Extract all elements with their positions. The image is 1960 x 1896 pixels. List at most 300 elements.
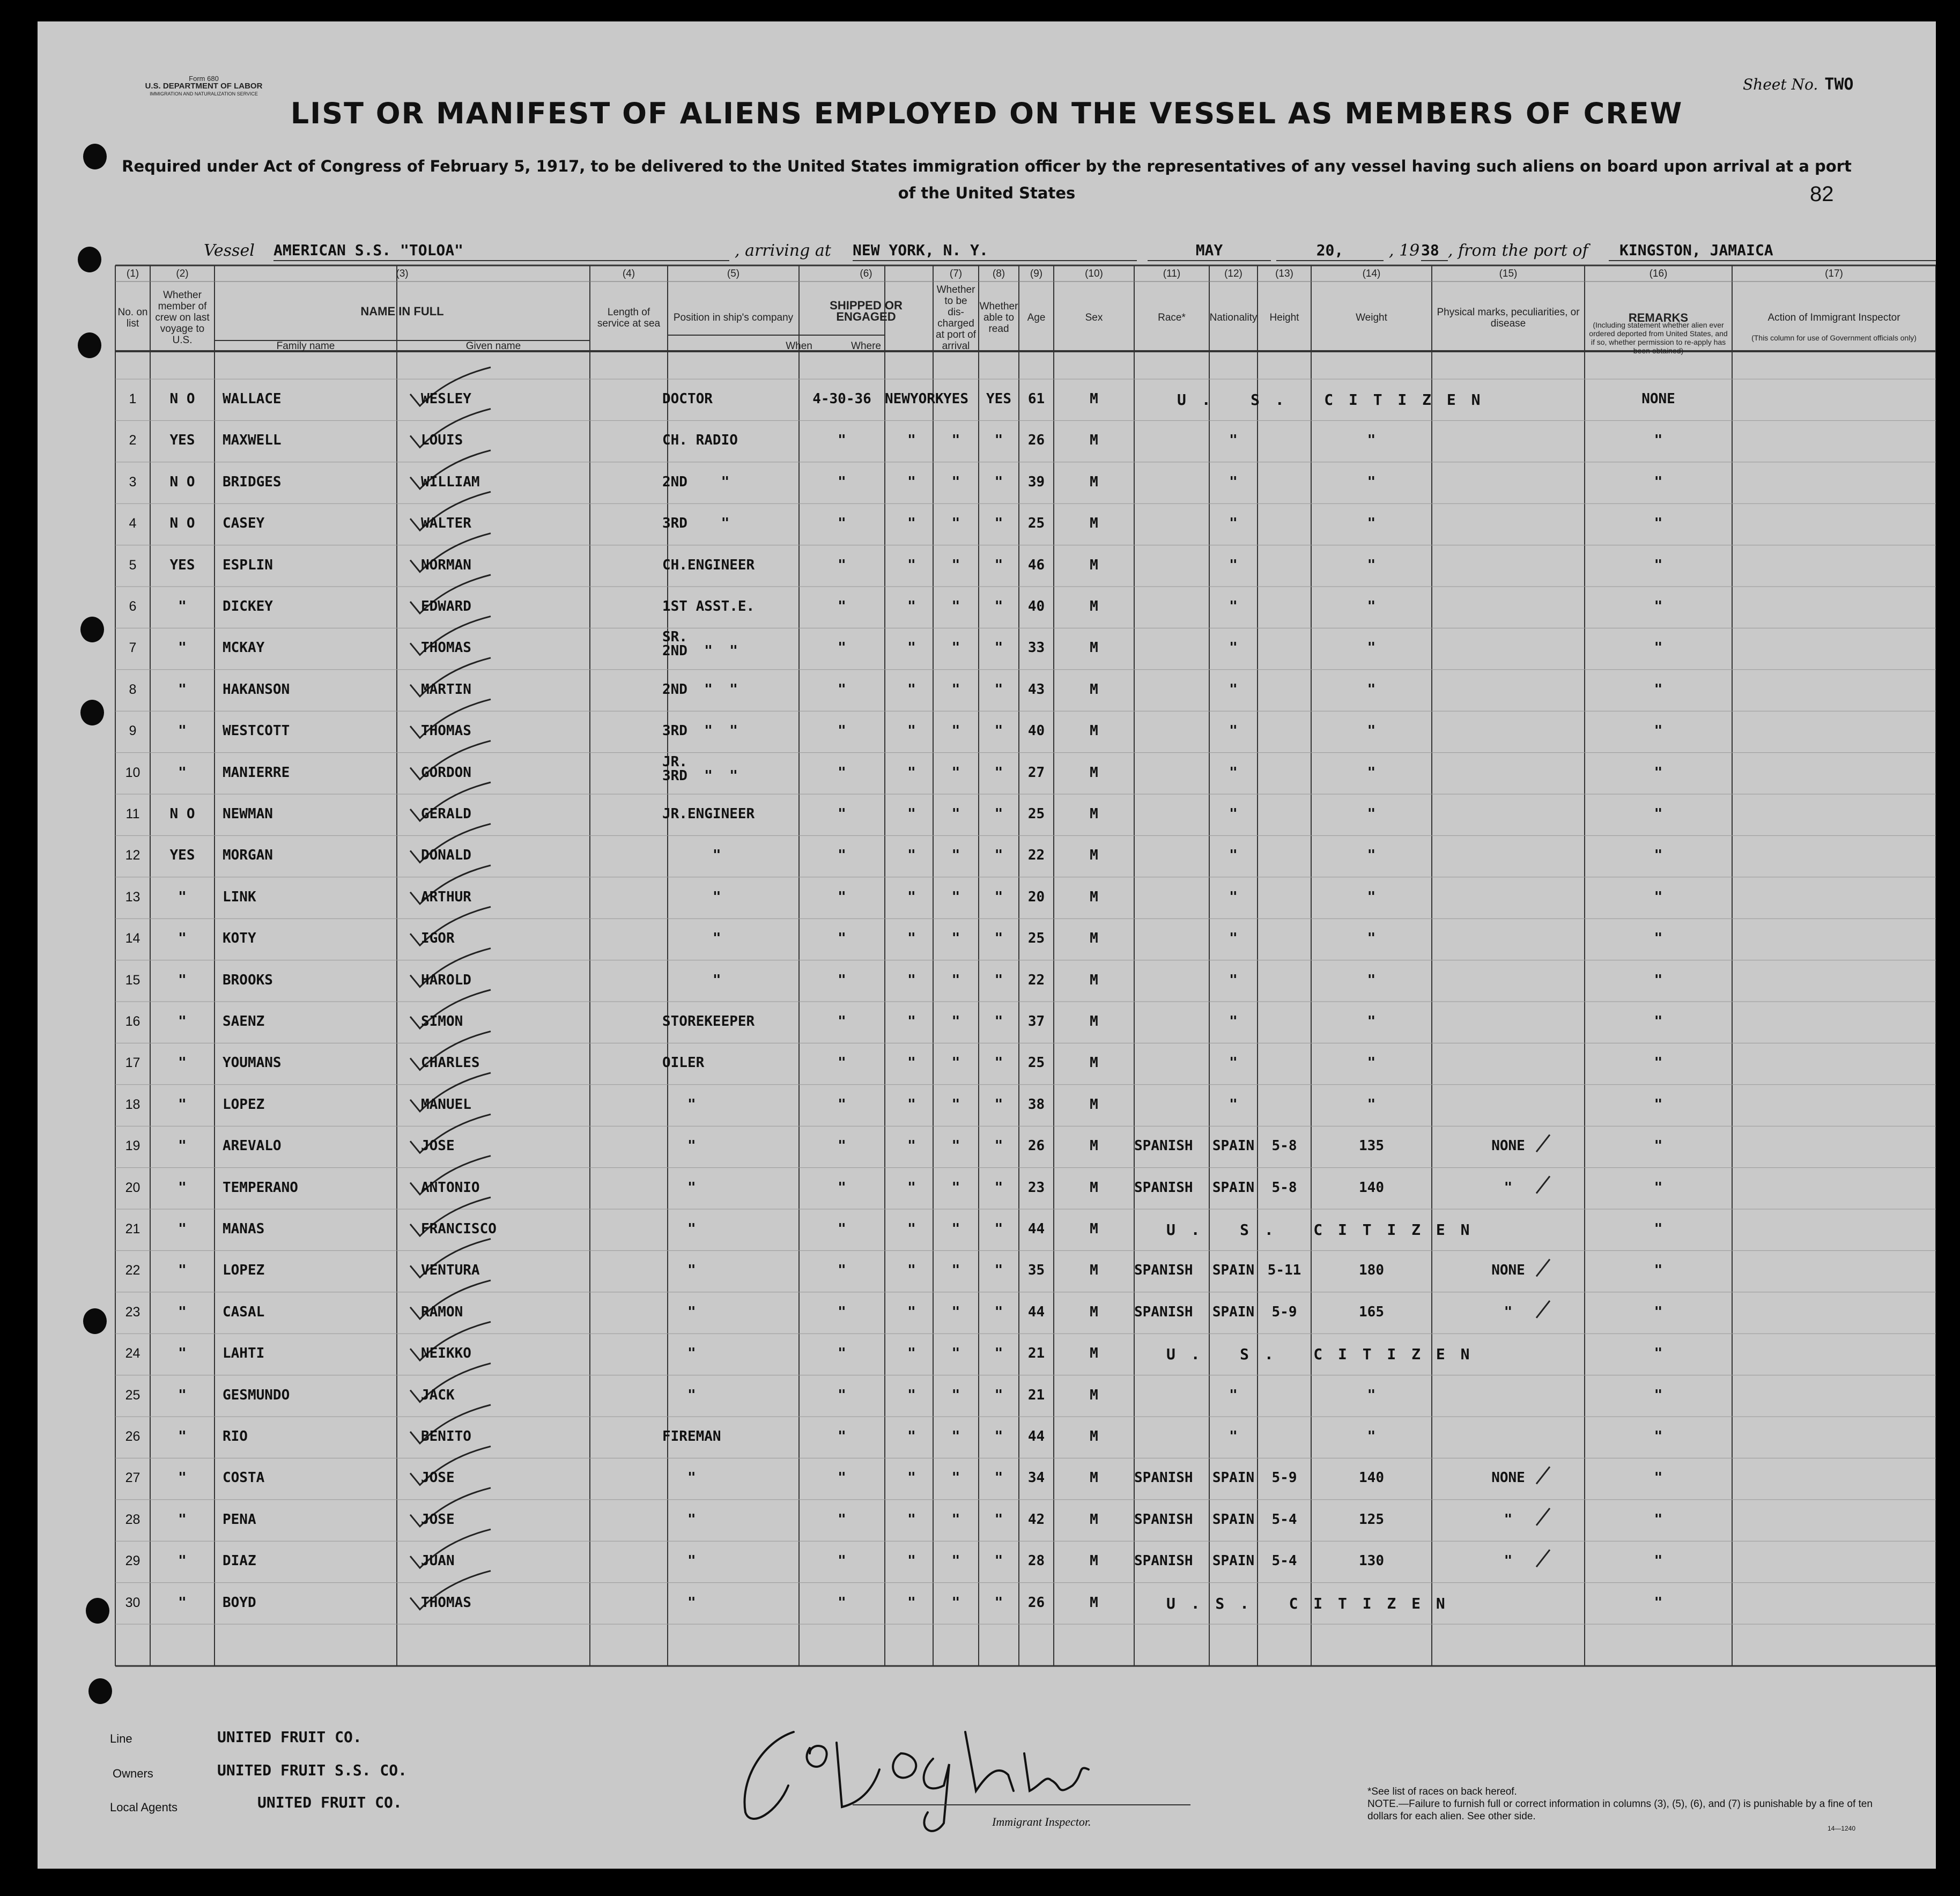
shipped-where-cell: "	[907, 972, 916, 988]
sex-cell: M	[1090, 1138, 1098, 1154]
shipped-where-cell: "	[907, 640, 916, 656]
row-number: 22	[125, 1263, 140, 1278]
discharged-cell: "	[951, 1138, 960, 1154]
position-cell: 1ST ASST.E.	[662, 598, 755, 614]
weight-cell: 140	[1359, 1179, 1384, 1196]
column-header: REMARKS	[1628, 311, 1689, 324]
able-to-read-cell: "	[994, 1304, 1003, 1320]
last-voyage-cell: "	[178, 888, 187, 905]
sex-cell: M	[1090, 681, 1098, 698]
last-voyage-cell: "	[178, 1470, 187, 1486]
remarks-cell: "	[1654, 1387, 1663, 1403]
last-voyage-cell: "	[178, 1345, 187, 1362]
given-name-cell: WESLEY	[421, 391, 471, 407]
shipped-when-cell: "	[838, 473, 846, 490]
given-name-cell: BENITO	[421, 1428, 471, 1445]
shipped-when-cell: "	[838, 557, 846, 573]
given-name-cell: MARTIN	[421, 681, 471, 698]
sex-cell: M	[1090, 557, 1098, 573]
shipped-when-cell: "	[838, 1428, 846, 1445]
column-number: (7)	[949, 268, 963, 279]
shipped-where-cell: NEWYORK	[885, 391, 944, 407]
family-name-cell: BOYD	[223, 1594, 256, 1611]
discharged-cell: "	[951, 930, 960, 947]
remarks-cell: "	[1654, 1055, 1663, 1071]
form-code: 14—1240	[1827, 1825, 1855, 1832]
able-to-read-cell: "	[994, 1055, 1003, 1071]
sex-cell: M	[1090, 598, 1098, 614]
shipped-when-cell: "	[838, 723, 846, 739]
row-number: 11	[125, 806, 140, 821]
family-name-cell: MCKAY	[223, 640, 265, 656]
discharged-cell: "	[951, 806, 960, 822]
physical-marks-cell: "	[1504, 1553, 1513, 1569]
shipped-where-cell: "	[907, 1096, 916, 1113]
last-voyage-cell: "	[178, 1179, 187, 1196]
remarks-cell: "	[1654, 1262, 1663, 1279]
family-name-cell: CASAL	[223, 1304, 265, 1320]
last-voyage-cell: YES	[169, 432, 195, 449]
position-cell: "	[662, 1096, 696, 1113]
position-cell: "	[662, 1594, 696, 1611]
manifest-sheet: Form 680 U.S. DEPARTMENT OF LABOR IMMIGRATION AND NATURALIZATION SERVICE Sheet No. TWO LIST OR MANIFEST OF ALIENS EMPLOYED ON THE VESSEL AS MEMBERS OF CREW Required under Act of Congress of February 5, 1917, to be delivered to the United States immigration officer by the representatives of any vessel having such aliens on board upon arrival at a port of the United States 82 Vessel AMERICAN S.S. "TOLOA" , arriving at NEW YORK, N. Y. MAY 20, , 19 38 , from the port of KINGSTON, JAMAICA (1) No. on list (2) Whether member of crew on last voyage to U.S. (3) NAME IN FULL Family name Given name (4) Length of service at sea (5) Position in ship's company (6) SHIPPED OR ENGAGED When Where (7) Whether to be dis-charged at port of arrival (8) Whether able to read (9) Age (10) Sex (11) Race* (12) Nationality (13) Height (14) Weight (15) Physical marks, peculiarities, or disease (16) REMARKS (Including statement whether alien ever ordered deported from United States, and if so, whether permission to re-apply has been obtained) (17) Action of Immigrant Inspector (This column for use of Government officials only) 1 N O WALLACE WESLEY DOCTOR 4-30-36 NEWYORK YES YES 61 M NONE U . S . C I T I Z E N 2 YES MAXWELL LOUIS CH. RADIO " " " " 26 M " " " 3 N O BRIDGES WILLIAM 2ND " " " " " 39 M " " " 4 N O CASEY WALTER 3RD " " " " " 25 M " " " 5 YES ESPLIN NORMAN CH.ENGINEER " " " " 46 M " " " 6 " DICKEY EDWARD 1ST ASST.E. " " " " 40 M " " " 7 " MCKAY THOMAS SR. 2ND " " " " " " 33 M " " " 8 " HAKANSON MARTIN 2ND " " " " " " 43 M " " " 9 " WESTCOTT THOMAS 3RD " " " " " " 40 M " " " 10 " MANIERRE GORDON JR. 3RD " " " " " " 27 M " " " 11 N O NEWMAN GERALD JR.ENGINEER " " " " 25 M " " " 12 YES MORGAN DONALD " " " " " 22 M " " " 13 " LINK ARTHUR " " " " " 20 M " " " 14 " KOTY IGOR " " " " " 25 M " " " 15 " BROOKS HAROLD " " " " " 22 M " " " 16 " SAENZ SIMON STOREKEEPER " " " " 37 M " " " 17 " YOUMANS CHARLES OILER " " " " 25 M " " " 18 " LOPEZ MANUEL " " " " " 38 M " " " 19 " AREVALO JOSE " " " " " 26 M SPANISH SPAIN 5-8 135 NONE " 20 " TEMPERANO ANTONIO " " " " " 23 M SPANISH SPAIN 5-8 140 " " 21 " MANAS FRANCISCO " " " " " 44 M " U . S . C I T I Z E N 22 " LOPEZ VENTURA " " " " " 35 M SPANISH SPAIN 5-11 180 NONE " 23 " CASAL RAMON " " " " " 44 M SPANISH SPAIN 5-9 165 " " 24 " LAHTI NEIKKO " " " " " 21 M " U . S . C I T I Z E N 25 " GESMUNDO JACK " " " " " 21 M " " " 26 " RIO BENITO FIREMAN " " " " 44 M " " " 27 " COSTA JOSE " " " " " 34 M SPANISH SPAIN 5-9 140 NONE " 28 " PENA JOSE " " " " " 42 M SPANISH SPAIN 5-4 125 " " 29 " DIAZ JUAN " " " " " 28 M SPANISH SPAIN 5-4 130 " " 30 " BOYD THOMAS " " " " " 26 M " U . S . C I T I Z E N Line UNITED FRUIT CO. Owners UNITED FRUIT S.S. CO. Local Agents UNITED FRUIT CO. Immigrant Inspector. *See list of races on back hereof. NOTE.—Failure to furnish full or correct information in columns (3), (5), (6), and (7) is punishable by a fine of ten dollars for each alien. See other side. 14—1240	[38, 21, 1936, 1869]
discharged-cell: "	[951, 972, 960, 988]
nationality-cell: SPAIN	[1212, 1262, 1255, 1279]
row-number: 18	[125, 1097, 140, 1112]
remarks-cell: "	[1654, 640, 1663, 656]
shipped-when-cell: "	[838, 598, 846, 614]
family-name-cell: LAHTI	[223, 1345, 265, 1362]
age-cell: 21	[1027, 1345, 1045, 1362]
shipped-where-cell: "	[907, 473, 916, 490]
family-name-cell: MAXWELL	[223, 432, 282, 449]
shipped-when-cell: "	[838, 1262, 846, 1279]
given-name-cell: RAMON	[421, 1304, 463, 1320]
shipped-when-cell: "	[838, 764, 846, 781]
nationality-cell: SPAIN	[1212, 1138, 1255, 1154]
column-header-note: (Including statement whether alien ever ordered deported from United States, and if so, whether permission to re-apply has been obtained)	[1589, 321, 1728, 355]
sex-cell: M	[1090, 1055, 1098, 1071]
shipped-where-cell: "	[907, 1428, 916, 1445]
position-cell: 2ND "	[662, 473, 730, 490]
family-name-cell: TEMPERANO	[223, 1179, 298, 1196]
column-header: Length of service at sea	[597, 306, 661, 329]
weight-cell: "	[1367, 598, 1376, 614]
weight-cell: "	[1367, 1096, 1376, 1113]
nationality-cell: "	[1229, 473, 1238, 490]
given-name-cell: GERALD	[421, 806, 471, 822]
sex-cell: M	[1090, 432, 1098, 449]
last-voyage-cell: "	[178, 1262, 187, 1279]
position-cell: "	[662, 972, 721, 988]
citizen-span-cell: U . S . C I T I Z E N	[1166, 1221, 1473, 1239]
shipped-when-cell: "	[838, 888, 846, 905]
column-number: (6)	[860, 268, 872, 279]
position-cell: 3RD " "	[662, 723, 738, 739]
column-subheader: Family name	[276, 340, 335, 352]
weight-cell: "	[1367, 681, 1376, 698]
remarks-cell: "	[1654, 930, 1663, 947]
row-number: 14	[125, 931, 140, 946]
shipped-when-cell: "	[838, 1387, 846, 1403]
age-cell: 22	[1027, 847, 1045, 864]
nationality-cell: "	[1229, 1387, 1238, 1403]
able-to-read-cell: "	[994, 598, 1003, 614]
able-to-read-cell: "	[994, 1511, 1003, 1528]
shipped-where-cell: "	[907, 1304, 916, 1320]
discharged-cell: "	[951, 764, 960, 781]
discharged-cell: "	[951, 432, 960, 449]
last-voyage-cell: "	[178, 1096, 187, 1113]
shipped-where-cell: "	[907, 1511, 916, 1528]
shipped-where-cell: "	[907, 1553, 916, 1569]
family-name-cell: DICKEY	[223, 598, 273, 614]
age-cell: 26	[1027, 1138, 1045, 1154]
sex-cell: M	[1090, 1345, 1098, 1362]
shipped-when-cell: "	[838, 930, 846, 947]
sex-cell: M	[1090, 1387, 1098, 1403]
remarks-cell: "	[1654, 847, 1663, 864]
sex-cell: M	[1090, 930, 1098, 947]
position-cell: 2ND " "	[662, 681, 738, 698]
column-number: (3)	[396, 268, 409, 279]
weight-cell: "	[1367, 432, 1376, 449]
last-voyage-cell: "	[178, 972, 187, 988]
weight-cell: "	[1367, 557, 1376, 573]
position-cell: JR. 3RD " "	[662, 753, 738, 784]
age-cell: 21	[1027, 1387, 1045, 1403]
family-name-cell: GESMUNDO	[223, 1387, 290, 1403]
position-cell: "	[662, 1553, 696, 1569]
shipped-when-cell: "	[838, 806, 846, 822]
able-to-read-cell: "	[994, 847, 1003, 864]
weight-cell: "	[1367, 473, 1376, 490]
column-number: (2)	[176, 268, 189, 279]
given-name-cell: GORDON	[421, 764, 471, 781]
last-voyage-cell: "	[178, 1387, 187, 1403]
sex-cell: M	[1090, 1304, 1098, 1320]
discharged-cell: "	[951, 1221, 960, 1237]
footnote-races: *See list of races on back hereof.	[1367, 1786, 1517, 1797]
height-cell: 5-9	[1271, 1304, 1297, 1320]
weight-cell: 165	[1359, 1304, 1384, 1320]
position-cell: JR.ENGINEER	[662, 806, 755, 822]
family-name-cell: BRIDGES	[223, 473, 282, 490]
shipped-when-cell: "	[838, 1096, 846, 1113]
family-name-cell: COSTA	[223, 1470, 265, 1486]
shipped-where-cell: "	[907, 888, 916, 905]
last-voyage-cell: N O	[169, 515, 195, 532]
shipped-where-cell: "	[907, 681, 916, 698]
family-name-cell: BROOKS	[223, 972, 273, 988]
age-cell: 33	[1027, 640, 1045, 656]
discharged-cell: "	[951, 1511, 960, 1528]
sex-cell: M	[1090, 1594, 1098, 1611]
weight-cell: "	[1367, 640, 1376, 656]
shipped-when-cell: "	[838, 432, 846, 449]
shipped-when-cell: "	[838, 1345, 846, 1362]
shipped-when-cell: "	[838, 640, 846, 656]
remarks-cell: "	[1654, 1221, 1663, 1237]
column-number: (12)	[1224, 268, 1242, 279]
last-voyage-cell: "	[178, 640, 187, 656]
given-name-cell: NORMAN	[421, 557, 471, 573]
nationality-cell: "	[1229, 972, 1238, 988]
given-name-cell: THOMAS	[421, 640, 471, 656]
height-cell: 5-8	[1271, 1138, 1297, 1154]
given-name-cell: JOSE	[421, 1138, 455, 1154]
discharged-cell: "	[951, 1179, 960, 1196]
discharged-cell: "	[951, 598, 960, 614]
age-cell: 61	[1027, 391, 1045, 407]
column-header-note: (This column for use of Government officials only)	[1751, 334, 1917, 342]
column-header: Nationality	[1209, 312, 1258, 323]
arrival-day: 20,	[1276, 241, 1384, 261]
family-name-cell: HAKANSON	[223, 681, 290, 698]
nationality-cell: SPAIN	[1212, 1511, 1255, 1528]
discharged-cell: "	[951, 1096, 960, 1113]
able-to-read-cell: "	[994, 1221, 1003, 1237]
shipped-when-cell: "	[838, 1304, 846, 1320]
footnotes	[1367, 1786, 1904, 1835]
shipped-where-cell: "	[907, 1387, 916, 1403]
position-cell: SR. 2ND " "	[662, 629, 738, 660]
row-number: 17	[125, 1055, 140, 1071]
shipped-when-cell: "	[838, 1511, 846, 1528]
discharged-cell: YES	[943, 391, 968, 407]
given-name-cell: MANUEL	[421, 1096, 471, 1113]
given-name-cell: LOUIS	[421, 432, 463, 449]
sex-cell: M	[1090, 972, 1098, 988]
race-cell: SPANISH	[1134, 1511, 1193, 1528]
age-cell: 25	[1027, 515, 1045, 532]
shipped-where-cell: "	[907, 764, 916, 781]
last-voyage-cell: YES	[169, 847, 195, 864]
sex-cell: M	[1090, 806, 1098, 822]
shipped-where-cell: "	[907, 598, 916, 614]
race-cell: SPANISH	[1134, 1179, 1193, 1196]
shipped-where-cell: "	[907, 432, 916, 449]
shipped-when-cell: 4-30-36	[812, 391, 871, 407]
position-cell: 3RD "	[662, 515, 730, 532]
able-to-read-cell: "	[994, 930, 1003, 947]
sex-cell: M	[1090, 847, 1098, 864]
shipped-where-cell: "	[907, 1262, 916, 1279]
given-name-cell: FRANCISCO	[421, 1221, 497, 1237]
position-cell: "	[662, 1511, 696, 1528]
position-cell: "	[662, 1345, 696, 1362]
shipped-when-cell: "	[838, 1594, 846, 1611]
given-name-cell: SIMON	[421, 1013, 463, 1030]
column-header: Action of Immigrant Inspector	[1767, 312, 1900, 323]
discharged-cell: "	[951, 1470, 960, 1486]
given-name-cell: EDWARD	[421, 598, 471, 614]
vessel-name: AMERICAN S.S. "TOLOA"	[273, 241, 729, 261]
family-name-cell: NEWMAN	[223, 806, 273, 822]
position-cell: "	[662, 1262, 696, 1279]
age-cell: 44	[1027, 1428, 1045, 1445]
discharged-cell: "	[951, 681, 960, 698]
remarks-cell: "	[1654, 1511, 1663, 1528]
page-subtitle: Required under Act of Congress of February 5, 1917, to be delivered to the United States immigration officer by the representatives of any vessel having such aliens on board upon arrival at a port of the United States	[122, 157, 1852, 202]
nationality-cell: SPAIN	[1212, 1470, 1255, 1486]
remarks-cell: "	[1654, 764, 1663, 781]
able-to-read-cell: "	[994, 764, 1003, 781]
able-to-read-cell: "	[994, 1553, 1003, 1569]
column-header: Race*	[1158, 312, 1186, 323]
age-cell: 39	[1027, 473, 1045, 490]
nationality-cell: "	[1229, 432, 1238, 449]
row-number: 27	[125, 1470, 140, 1486]
family-name-cell: MORGAN	[223, 847, 273, 864]
sex-cell: M	[1090, 723, 1098, 739]
age-cell: 28	[1027, 1553, 1045, 1569]
weight-cell: 180	[1359, 1262, 1384, 1279]
citizen-span-cell: U . S . C I T I Z E N	[1166, 1594, 1448, 1612]
remarks-cell: "	[1654, 1304, 1663, 1320]
position-cell: "	[662, 1138, 696, 1154]
given-name-cell: VENTURA	[421, 1262, 480, 1279]
column-number: (5)	[727, 268, 740, 279]
weight-cell: "	[1367, 888, 1376, 905]
family-name-cell: WALLACE	[223, 391, 282, 407]
remarks-cell: "	[1654, 972, 1663, 988]
last-voyage-cell: "	[178, 1221, 187, 1237]
age-cell: 44	[1027, 1221, 1045, 1237]
weight-cell: "	[1367, 847, 1376, 864]
weight-cell: 140	[1359, 1470, 1384, 1486]
last-voyage-cell: N O	[169, 391, 195, 407]
column-header: Whether to be dis-charged at port of arrival	[936, 284, 976, 352]
shipped-when-cell: "	[838, 1138, 846, 1154]
able-to-read-cell: "	[994, 473, 1003, 490]
last-voyage-cell: "	[178, 1594, 187, 1611]
family-name-cell: RIO	[223, 1428, 248, 1445]
sex-cell: M	[1090, 1553, 1098, 1569]
nationality-cell: "	[1229, 557, 1238, 573]
nationality-cell: SPAIN	[1212, 1179, 1255, 1196]
column-number: (14)	[1362, 268, 1381, 279]
nationality-cell: "	[1229, 847, 1238, 864]
shipped-when-cell: "	[838, 681, 846, 698]
citizen-span-cell: U . S . C I T I Z E N	[1166, 1345, 1473, 1364]
able-to-read-cell: "	[994, 557, 1003, 573]
weight-cell: "	[1367, 1428, 1376, 1445]
discharged-cell: "	[951, 1387, 960, 1403]
weight-cell: "	[1367, 723, 1376, 739]
remarks-cell: "	[1654, 723, 1663, 739]
able-to-read-cell: "	[994, 972, 1003, 988]
age-cell: 26	[1027, 1594, 1045, 1611]
from-port-label: , from the port of	[1448, 241, 1588, 260]
weight-cell: 135	[1359, 1138, 1384, 1154]
weight-cell: 130	[1359, 1553, 1384, 1569]
able-to-read-cell: "	[994, 681, 1003, 698]
row-number: 30	[125, 1595, 140, 1610]
shipped-where-cell: "	[907, 1594, 916, 1611]
sex-cell: M	[1090, 391, 1098, 407]
row-number: 15	[125, 972, 140, 988]
able-to-read-cell: "	[994, 1470, 1003, 1486]
remarks-cell: "	[1654, 1096, 1663, 1113]
nationality-cell: "	[1229, 723, 1238, 739]
nationality-cell: "	[1229, 1428, 1238, 1445]
arrival-month: MAY	[1148, 241, 1271, 261]
age-cell: 26	[1027, 432, 1045, 449]
form-department: U.S. DEPARTMENT OF LABOR	[145, 82, 263, 91]
sex-cell: M	[1090, 1511, 1098, 1528]
remarks-cell: NONE	[1641, 391, 1675, 407]
position-cell: DOCTOR	[662, 391, 713, 407]
remarks-cell: "	[1654, 806, 1663, 822]
shipped-where-cell: "	[907, 847, 916, 864]
age-cell: 40	[1027, 723, 1045, 739]
remarks-cell: "	[1654, 1345, 1663, 1362]
sex-cell: M	[1090, 888, 1098, 905]
row-number: 21	[125, 1221, 140, 1236]
given-name-cell: DONALD	[421, 847, 471, 864]
able-to-read-cell: "	[994, 432, 1003, 449]
able-to-read-cell: "	[994, 1096, 1003, 1113]
family-name-cell: ESPLIN	[223, 557, 273, 573]
nationality-cell: "	[1229, 515, 1238, 532]
race-cell: SPANISH	[1134, 1262, 1193, 1279]
given-name-cell: NEIKKO	[421, 1345, 471, 1362]
age-cell: 38	[1027, 1096, 1045, 1113]
age-cell: 42	[1027, 1511, 1045, 1528]
sex-cell: M	[1090, 1096, 1098, 1113]
nationality-cell: "	[1229, 888, 1238, 905]
discharged-cell: "	[951, 888, 960, 905]
owners-label: Owners	[113, 1767, 153, 1780]
position-cell: CH.ENGINEER	[662, 557, 755, 573]
able-to-read-cell: "	[994, 1179, 1003, 1196]
given-name-cell: JOSE	[421, 1470, 455, 1486]
race-cell: SPANISH	[1134, 1138, 1193, 1154]
age-cell: 34	[1027, 1470, 1045, 1486]
discharged-cell: "	[951, 1055, 960, 1071]
weight-cell: "	[1367, 972, 1376, 988]
column-subheader: Given name	[465, 340, 521, 352]
given-name-cell: HAROLD	[421, 972, 471, 988]
position-cell: FIREMAN	[662, 1428, 721, 1445]
discharged-cell: "	[951, 640, 960, 656]
family-name-cell: KOTY	[223, 930, 256, 947]
height-cell: 5-8	[1271, 1179, 1297, 1196]
row-number: 3	[129, 474, 137, 490]
citizen-span-cell: U . S . C I T I Z E N	[1177, 391, 1484, 409]
family-name-cell: DIAZ	[223, 1553, 256, 1569]
row-number: 28	[125, 1512, 140, 1527]
position-cell: "	[662, 888, 721, 905]
family-name-cell: CASEY	[223, 515, 265, 532]
column-header: Whether able to read	[979, 301, 1018, 335]
family-name-cell: LINK	[223, 888, 256, 905]
form-number: Form 680	[189, 75, 219, 83]
sex-cell: M	[1090, 1262, 1098, 1279]
discharged-cell: "	[951, 515, 960, 532]
nationality-cell: SPAIN	[1212, 1553, 1255, 1569]
age-cell: 20	[1027, 888, 1045, 905]
signature-rule	[853, 1804, 1190, 1805]
able-to-read-cell: "	[994, 1345, 1003, 1362]
discharged-cell: "	[951, 1553, 960, 1569]
nationality-cell: SPAIN	[1212, 1304, 1255, 1320]
sex-cell: M	[1090, 640, 1098, 656]
age-cell: 37	[1027, 1013, 1045, 1030]
arrival-year: 38	[1421, 241, 1448, 261]
row-number: 23	[125, 1304, 140, 1320]
